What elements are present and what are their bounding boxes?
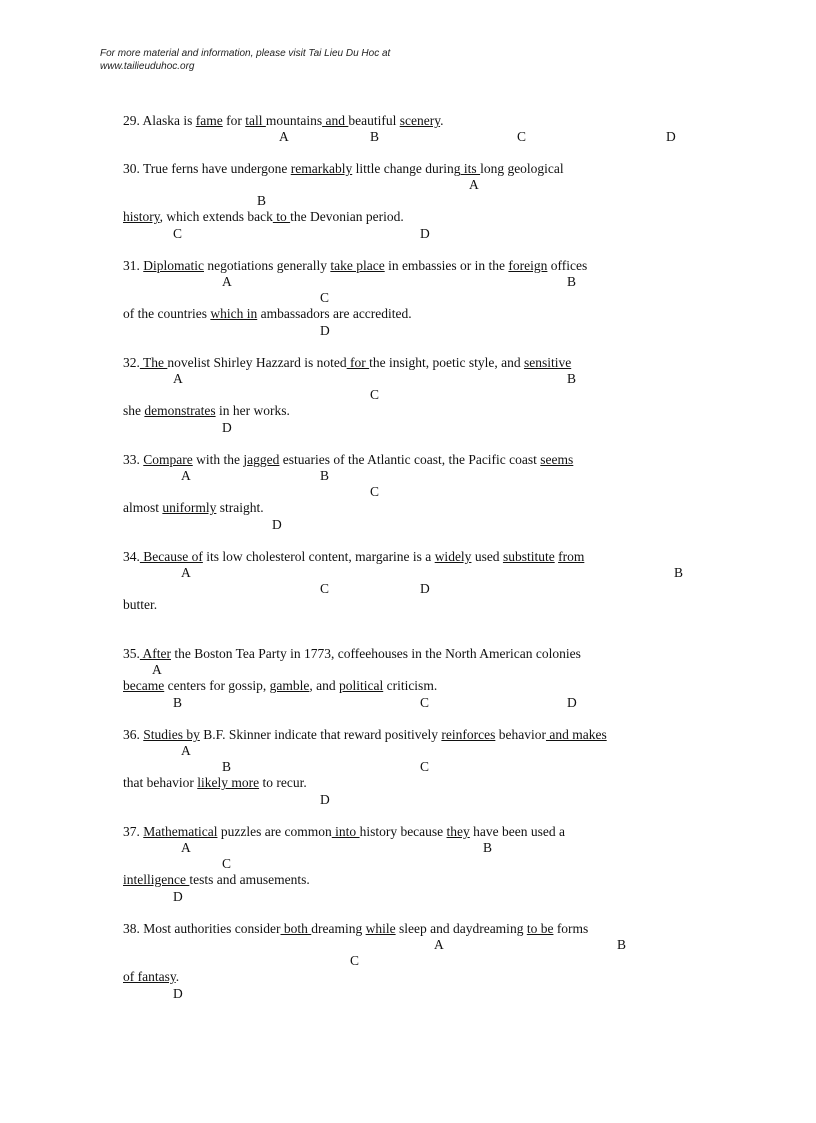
- underlined-option-d: demonstrates: [144, 403, 216, 418]
- underlined-option-b: into: [331, 824, 360, 839]
- question-31-line-1: 31. Diplomatic negotiations generally take place in embassies or in the foreign offices: [123, 258, 588, 273]
- underlined-option-a: Studies by: [143, 727, 200, 742]
- question-36-line-2: that behavior likely more to recur.: [123, 775, 307, 790]
- underlined-option-a: remarkably: [290, 161, 353, 176]
- option-letter-b: B: [674, 565, 684, 580]
- question-33-line-2: almost uniformly straight.: [123, 500, 264, 515]
- option-letter-b: B: [370, 129, 380, 144]
- option-letter-d: D: [173, 889, 183, 904]
- option-letter-d: D: [567, 695, 577, 710]
- option-letter-d: D: [320, 792, 330, 807]
- question-35-line-2: became centers for gossip, gamble, and political criticism.: [123, 678, 438, 693]
- option-letter-a: A: [173, 371, 183, 386]
- option-letter-b: B: [320, 468, 330, 483]
- header-line-1: For more material and information, please visit Tai Lieu Du Hoc at: [100, 48, 391, 59]
- underlined-option-b: widely: [434, 549, 472, 564]
- underlined-option-c: substitute: [502, 549, 555, 564]
- underlined-option-b: became: [123, 678, 165, 693]
- underlined-option-a: Compare: [143, 452, 193, 467]
- option-letter-d: D: [420, 581, 430, 596]
- option-letter-b: B: [483, 840, 493, 855]
- question-34-line-2: butter.: [123, 597, 158, 612]
- underlined-option-c: and: [322, 113, 349, 128]
- option-letter-d: D: [272, 517, 282, 532]
- option-letter-b: B: [567, 274, 577, 289]
- option-letter-b: B: [567, 371, 577, 386]
- underlined-option-d: scenery: [399, 113, 441, 128]
- question-38-line-2: of fantasy.: [123, 969, 180, 984]
- underlined-option-c: gamble: [269, 678, 310, 693]
- underlined-option-c: to be: [526, 921, 554, 936]
- option-letter-a: A: [181, 743, 191, 758]
- option-letter-b: B: [257, 193, 267, 208]
- option-letter-b: B: [222, 759, 232, 774]
- option-letter-a: A: [152, 662, 162, 677]
- option-letter-b: B: [617, 937, 627, 952]
- underlined-option-b: tall: [245, 113, 266, 128]
- underlined-option-b: its: [460, 161, 481, 176]
- underlined-option-c: they: [446, 824, 470, 839]
- option-letter-a: A: [434, 937, 444, 952]
- question-31-line-2: of the countries which in ambassadors are accredited.: [123, 306, 412, 321]
- question-29-line-1: 29. Alaska is fame for tall mountains and beautiful scenery.: [123, 113, 444, 128]
- underlined-option-a: Because of: [139, 549, 203, 564]
- question-32-line-1: 32. The novelist Shirley Hazzard is noted for the insight, poetic style, and sensitive: [123, 355, 572, 370]
- underlined-option-d: intelligence: [123, 872, 190, 887]
- option-letter-d: D: [320, 323, 330, 338]
- option-letter-d: D: [420, 226, 430, 241]
- option-letter-a: A: [181, 565, 191, 580]
- question-38-line-1: 38. Most authorities consider both dreaming while sleep and daydreaming to be forms: [123, 921, 589, 936]
- underlined-option-c: foreign: [508, 258, 548, 273]
- option-letter-a: A: [181, 840, 191, 855]
- option-letter-a: A: [279, 129, 289, 144]
- underlined-option-b: take place: [330, 258, 385, 273]
- underlined-option-d: political: [338, 678, 384, 693]
- option-letter-c: C: [370, 387, 380, 402]
- option-letter-c: C: [173, 226, 183, 241]
- option-letter-d: D: [222, 420, 232, 435]
- question-36-line-1: 36. Studies by B.F. Skinner indicate that reward positively reinforces behavior and makes: [123, 727, 607, 742]
- underlined-option-b: for: [346, 355, 370, 370]
- option-letter-c: C: [320, 290, 330, 305]
- option-letter-c: C: [320, 581, 330, 596]
- underlined-option-a: fame: [195, 113, 223, 128]
- question-33-line-1: 33. Compare with the jagged estuaries of the Atlantic coast, the Pacific coast seems: [123, 452, 574, 467]
- option-letter-c: C: [517, 129, 527, 144]
- underlined-option-d: to: [272, 209, 291, 224]
- underlined-option-c: and makes: [545, 727, 607, 742]
- option-letter-c: C: [420, 759, 430, 774]
- question-35-line-1: 35. After the Boston Tea Party in 1773, coffeehouses in the North American colonies: [123, 646, 581, 661]
- option-letter-a: A: [181, 468, 191, 483]
- underlined-option-a: Mathematical: [143, 824, 218, 839]
- option-letter-b: B: [173, 695, 183, 710]
- question-37-line-1: 37. Mathematical puzzles are common into history because they have been used a: [123, 824, 566, 839]
- underlined-option-c: history: [123, 209, 160, 224]
- option-letter-a: A: [469, 177, 479, 192]
- question-34-line-1: 34. Because of its low cholesterol content, margarine is a widely used substitute from: [123, 549, 585, 564]
- question-32-line-2: she demonstrates in her works.: [123, 403, 290, 418]
- underlined-option-d: uniformly: [162, 500, 217, 515]
- option-letter-c: C: [370, 484, 380, 499]
- option-letter-d: D: [666, 129, 676, 144]
- header-line-2: www.tailieuduhoc.org: [100, 61, 195, 72]
- option-letter-c: C: [420, 695, 430, 710]
- underlined-option-b: reinforces: [441, 727, 496, 742]
- underlined-option-b: jagged: [243, 452, 280, 467]
- question-30-line-1: 30. True ferns have undergone remarkably little change during its long geological: [123, 161, 564, 176]
- underlined-option-a: Diplomatic: [143, 258, 204, 273]
- option-letter-a: A: [222, 274, 232, 289]
- question-30-line-2: history, which extends back to the Devonian period.: [123, 209, 404, 224]
- underlined-option-c: seems: [540, 452, 574, 467]
- option-letter-c: C: [222, 856, 232, 871]
- underlined-option-a: The: [139, 355, 168, 370]
- question-37-line-2: intelligence tests and amusements.: [123, 872, 310, 887]
- underlined-option-d: of fantasy: [123, 969, 176, 984]
- underlined-option-d: which in: [210, 306, 258, 321]
- underlined-option-d: from: [558, 549, 585, 564]
- underlined-option-a: both: [280, 921, 312, 936]
- option-letter-c: C: [350, 953, 360, 968]
- underlined-option-d: likely more: [197, 775, 260, 790]
- underlined-option-b: while: [365, 921, 396, 936]
- underlined-option-a: After: [139, 646, 171, 661]
- option-letter-d: D: [173, 986, 183, 1001]
- underlined-option-c: sensitive: [523, 355, 572, 370]
